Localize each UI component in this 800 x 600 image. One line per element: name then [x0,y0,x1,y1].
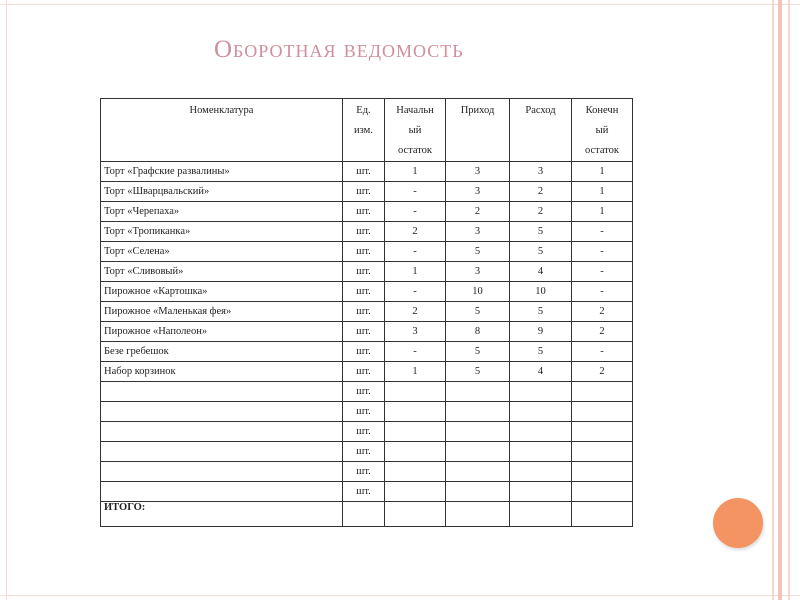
value-cell: 5 [510,342,572,362]
value-cell: - [572,242,633,262]
value-cell: 1 [572,202,633,222]
value-cell [385,442,446,462]
value-cell [510,402,572,422]
value-cell: 2 [446,202,510,222]
value-cell [446,462,510,482]
value-cell [510,462,572,482]
item-name-cell: Торт «Сливовый» [101,262,343,282]
value-cell: 2 [572,322,633,342]
decorative-left-line [6,0,7,600]
item-name-cell: Торт «Черепаха» [101,202,343,222]
value-cell: - [385,342,446,362]
column-header: Приход [446,99,510,162]
value-cell: 10 [446,282,510,302]
value-cell: 2 [510,202,572,222]
unit-cell: шт. [343,202,385,222]
table-cell [510,502,572,527]
value-cell [385,382,446,402]
table-row [101,382,633,402]
column-header: Номенклатура [101,99,343,162]
table-header-row [101,99,633,162]
unit-cell: шт. [343,342,385,362]
decorative-right-line [772,0,774,600]
total-label: ИТОГО: [101,502,343,527]
item-name-cell: Торт «Графские развалины» [101,162,343,182]
value-cell [572,382,633,402]
item-name-cell: Торт «Тропиканка» [101,222,343,242]
value-cell [385,402,446,422]
value-cell: 3 [446,162,510,182]
value-cell: 5 [510,222,572,242]
value-cell: 8 [446,322,510,342]
value-cell: 5 [446,242,510,262]
table-body [101,162,633,502]
value-cell [510,442,572,462]
value-cell: - [385,182,446,202]
value-cell: 2 [510,182,572,202]
value-cell: 2 [572,362,633,382]
unit-cell: шт. [343,402,385,422]
item-name-cell [101,482,343,502]
unit-cell: шт. [343,222,385,242]
value-cell: 3 [385,322,446,342]
value-cell: 3 [446,222,510,242]
value-cell [446,402,510,422]
value-cell [572,402,633,422]
value-cell: - [385,202,446,222]
value-cell: 3 [446,182,510,202]
item-name-cell [101,402,343,422]
table-cell [343,502,385,527]
value-cell [572,422,633,442]
value-cell [572,462,633,482]
item-name-cell: Пирожное «Наполеон» [101,322,343,342]
column-header: Расход [510,99,572,162]
table-row [101,162,633,182]
value-cell: 5 [446,302,510,322]
item-name-cell: Торт «Селена» [101,242,343,262]
value-cell: 1 [385,362,446,382]
value-cell [446,442,510,462]
item-name-cell: Безе гребешок [101,342,343,362]
value-cell: 5 [446,362,510,382]
item-name-cell [101,442,343,462]
value-cell [446,422,510,442]
unit-cell: шт. [343,462,385,482]
value-cell: 3 [446,262,510,282]
value-cell: 3 [510,162,572,182]
value-cell [572,482,633,502]
value-cell: - [572,222,633,242]
decorative-orange-circle [713,498,763,548]
value-cell [446,482,510,502]
table-row [101,442,633,462]
unit-cell: шт. [343,282,385,302]
table-row [101,282,633,302]
turnover-table [100,98,633,527]
decorative-right-band [778,0,782,600]
table-row [101,482,633,502]
table-cell [446,502,510,527]
item-name-cell: Пирожное «Маленькая фея» [101,302,343,322]
unit-cell: шт. [343,182,385,202]
unit-cell: шт. [343,362,385,382]
table-row [101,322,633,342]
value-cell: 9 [510,322,572,342]
value-cell [446,382,510,402]
table-row [101,242,633,262]
total-row [101,502,633,527]
item-name-cell [101,382,343,402]
value-cell [385,482,446,502]
value-cell: - [385,242,446,262]
value-cell [385,422,446,442]
decorative-bottom-line [0,595,800,596]
unit-cell: шт. [343,322,385,342]
value-cell: 1 [572,162,633,182]
value-cell: 4 [510,362,572,382]
value-cell: 2 [385,302,446,322]
value-cell: 5 [446,342,510,362]
table-cell [572,502,633,527]
table-row [101,222,633,242]
unit-cell: шт. [343,302,385,322]
slide-title: Оборотная ведомость [214,36,464,63]
value-cell [385,462,446,482]
column-header: Ед. изм. [343,99,385,162]
value-cell [510,422,572,442]
column-header: Начальн ый остаток [385,99,446,162]
table-row [101,402,633,422]
value-cell [510,382,572,402]
value-cell: 2 [385,222,446,242]
value-cell: 2 [572,302,633,322]
table-row [101,202,633,222]
item-name-cell [101,422,343,442]
value-cell: 10 [510,282,572,302]
value-cell: 5 [510,302,572,322]
unit-cell: шт. [343,482,385,502]
table-row [101,262,633,282]
table-row [101,342,633,362]
table-row [101,182,633,202]
column-header: Конечн ый остаток [572,99,633,162]
table-row [101,422,633,442]
value-cell: - [385,282,446,302]
value-cell: - [572,342,633,362]
table-row [101,362,633,382]
value-cell [572,442,633,462]
table-row [101,302,633,322]
value-cell [510,482,572,502]
unit-cell: шт. [343,382,385,402]
value-cell: 1 [572,182,633,202]
value-cell: - [572,282,633,302]
item-name-cell [101,462,343,482]
value-cell: 5 [510,242,572,262]
value-cell: 1 [385,262,446,282]
unit-cell: шт. [343,442,385,462]
item-name-cell: Набор корзинок [101,362,343,382]
unit-cell: шт. [343,422,385,442]
table-row [101,462,633,482]
decorative-top-line [0,4,800,5]
unit-cell: шт. [343,262,385,282]
value-cell: - [572,262,633,282]
value-cell: 4 [510,262,572,282]
unit-cell: шт. [343,242,385,262]
value-cell: 1 [385,162,446,182]
table-cell [385,502,446,527]
unit-cell: шт. [343,162,385,182]
item-name-cell: Пирожное «Картошка» [101,282,343,302]
decorative-right-line [788,0,790,600]
item-name-cell: Торт «Шварцвальский» [101,182,343,202]
